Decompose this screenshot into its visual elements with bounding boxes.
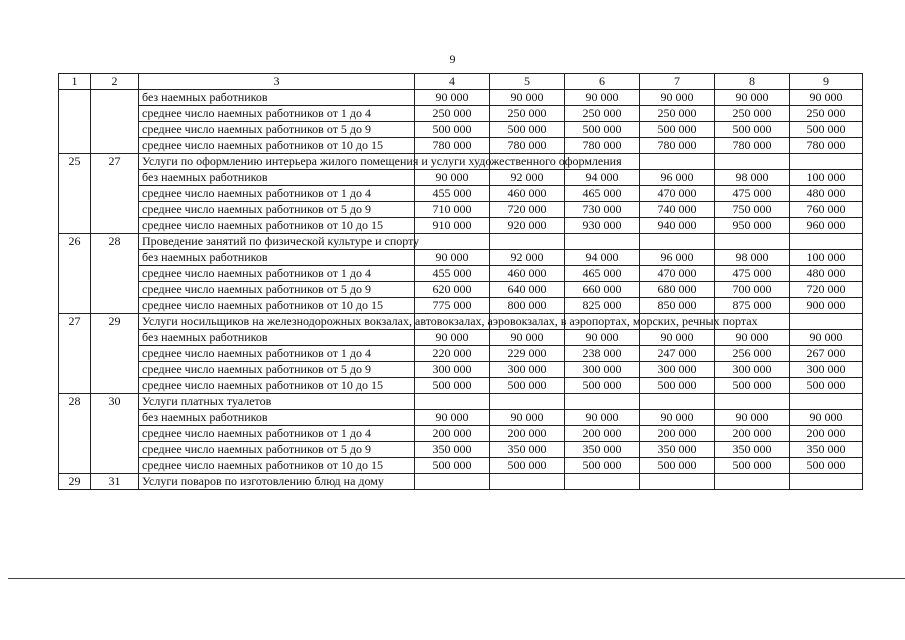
tariff-value: 480 000 bbox=[790, 266, 863, 282]
column-header: 7 bbox=[640, 74, 715, 90]
empty-cell bbox=[715, 474, 790, 490]
activity-title-row bbox=[59, 154, 863, 170]
tariff-value: 350 000 bbox=[715, 442, 790, 458]
row-number: 25 bbox=[59, 154, 91, 234]
tariff-value: 460 000 bbox=[490, 186, 565, 202]
row-number: 29 bbox=[59, 474, 91, 490]
table-row bbox=[59, 282, 863, 298]
tariff-value: 94 000 bbox=[565, 250, 640, 266]
tariff-value: 300 000 bbox=[715, 362, 790, 378]
tariff-value: 850 000 bbox=[640, 298, 715, 314]
tariff-value: 475 000 bbox=[715, 266, 790, 282]
table-row bbox=[59, 250, 863, 266]
empty-cell bbox=[790, 474, 863, 490]
empty-cell bbox=[715, 394, 790, 410]
tariff-value: 500 000 bbox=[790, 122, 863, 138]
table-row bbox=[59, 202, 863, 218]
tariff-value: 500 000 bbox=[715, 378, 790, 394]
tariff-value: 90 000 bbox=[565, 410, 640, 426]
tariff-value: 250 000 bbox=[415, 106, 490, 122]
table-row bbox=[59, 442, 863, 458]
tariff-value: 200 000 bbox=[790, 426, 863, 442]
tariff-value: 500 000 bbox=[640, 458, 715, 474]
empty-cell bbox=[415, 394, 490, 410]
column-header: 5 bbox=[490, 74, 565, 90]
staff-category-label: среднее число наемных работников от 5 до 9 bbox=[139, 362, 415, 378]
staff-category-label: среднее число наемных работников от 1 до 4 bbox=[139, 426, 415, 442]
activity-code: 28 bbox=[91, 234, 139, 314]
tariff-value: 950 000 bbox=[715, 218, 790, 234]
column-header: 2 bbox=[91, 74, 139, 90]
tariff-value: 465 000 bbox=[565, 266, 640, 282]
column-header: 6 bbox=[565, 74, 640, 90]
tariff-value: 90 000 bbox=[415, 90, 490, 106]
tariff-value: 250 000 bbox=[490, 106, 565, 122]
tariff-value: 96 000 bbox=[640, 170, 715, 186]
tariff-value: 238 000 bbox=[565, 346, 640, 362]
activity-code: 29 bbox=[91, 314, 139, 394]
staff-category-label: среднее число наемных работников от 1 до 4 bbox=[139, 266, 415, 282]
empty-cell bbox=[490, 474, 565, 490]
activity-code bbox=[91, 90, 139, 154]
tariff-value: 875 000 bbox=[715, 298, 790, 314]
table-row bbox=[59, 170, 863, 186]
column-header: 8 bbox=[715, 74, 790, 90]
table-row bbox=[59, 378, 863, 394]
staff-category-label: без наемных работников bbox=[139, 90, 415, 106]
tariff-value: 98 000 bbox=[715, 250, 790, 266]
tariff-value: 220 000 bbox=[415, 346, 490, 362]
tariff-value: 100 000 bbox=[790, 250, 863, 266]
tariff-value: 500 000 bbox=[565, 458, 640, 474]
tariff-value: 620 000 bbox=[415, 282, 490, 298]
tariff-value: 90 000 bbox=[415, 250, 490, 266]
tariff-value: 470 000 bbox=[640, 266, 715, 282]
tariff-value: 710 000 bbox=[415, 202, 490, 218]
tariff-value: 350 000 bbox=[490, 442, 565, 458]
row-number: 27 bbox=[59, 314, 91, 394]
staff-category-label: среднее число наемных работников от 5 до 9 bbox=[139, 122, 415, 138]
tariff-value: 500 000 bbox=[790, 458, 863, 474]
tariff-value: 300 000 bbox=[565, 362, 640, 378]
tariff-table bbox=[58, 73, 863, 490]
staff-category-label: среднее число наемных работников от 1 до 4 bbox=[139, 346, 415, 362]
tariff-value: 300 000 bbox=[790, 362, 863, 378]
tariff-value: 350 000 bbox=[565, 442, 640, 458]
tariff-value: 760 000 bbox=[790, 202, 863, 218]
tariff-value: 500 000 bbox=[415, 458, 490, 474]
tariff-value: 500 000 bbox=[490, 122, 565, 138]
tariff-value: 256 000 bbox=[715, 346, 790, 362]
tariff-value: 825 000 bbox=[565, 298, 640, 314]
staff-category-label: среднее число наемных работников от 1 до 4 bbox=[139, 186, 415, 202]
tariff-value: 90 000 bbox=[715, 410, 790, 426]
tariff-value: 90 000 bbox=[790, 90, 863, 106]
tariff-value: 500 000 bbox=[415, 122, 490, 138]
tariff-value: 900 000 bbox=[790, 298, 863, 314]
tariff-value: 800 000 bbox=[490, 298, 565, 314]
tariff-value: 350 000 bbox=[640, 442, 715, 458]
staff-category-label: без наемных работников bbox=[139, 410, 415, 426]
empty-cell bbox=[415, 234, 490, 250]
tariff-value: 90 000 bbox=[490, 90, 565, 106]
tariff-value: 96 000 bbox=[640, 250, 715, 266]
tariff-value: 500 000 bbox=[490, 378, 565, 394]
tariff-value: 640 000 bbox=[490, 282, 565, 298]
tariff-value: 92 000 bbox=[490, 250, 565, 266]
activity-title: Услуги по оформлению интерьера жилого помещения и услуги художественного оформления bbox=[139, 154, 415, 170]
activity-title: Услуги поваров по изготовлению блюд на дому bbox=[139, 474, 415, 490]
empty-cell bbox=[790, 234, 863, 250]
column-header: 9 bbox=[790, 74, 863, 90]
staff-category-label: среднее число наемных работников от 5 до 9 bbox=[139, 442, 415, 458]
tariff-value: 460 000 bbox=[490, 266, 565, 282]
tariff-value: 90 000 bbox=[415, 330, 490, 346]
tariff-value: 200 000 bbox=[715, 426, 790, 442]
table-row bbox=[59, 138, 863, 154]
tariff-value: 930 000 bbox=[565, 218, 640, 234]
tariff-value: 90 000 bbox=[640, 330, 715, 346]
table-row bbox=[59, 106, 863, 122]
tariff-value: 465 000 bbox=[565, 186, 640, 202]
staff-category-label: без наемных работников bbox=[139, 330, 415, 346]
empty-cell bbox=[790, 154, 863, 170]
tariff-value: 775 000 bbox=[415, 298, 490, 314]
activity-title: Услуги носильщиков на железнодорожных вокзалах, автовокзалах, аэровокзалах, в аэропортах, морских, речных портах bbox=[139, 314, 415, 330]
empty-cell bbox=[715, 154, 790, 170]
table-row bbox=[59, 298, 863, 314]
tariff-value: 940 000 bbox=[640, 218, 715, 234]
tariff-value: 920 000 bbox=[490, 218, 565, 234]
activity-title: Проведение занятий по физической культуре и спорту bbox=[139, 234, 415, 250]
tariff-value: 90 000 bbox=[640, 90, 715, 106]
row-number: 26 bbox=[59, 234, 91, 314]
table-row bbox=[59, 266, 863, 282]
table-row bbox=[59, 362, 863, 378]
tariff-value: 730 000 bbox=[565, 202, 640, 218]
tariff-value: 90 000 bbox=[565, 330, 640, 346]
tariff-value: 780 000 bbox=[565, 138, 640, 154]
empty-cell bbox=[715, 234, 790, 250]
tariff-value: 720 000 bbox=[490, 202, 565, 218]
table-row bbox=[59, 458, 863, 474]
staff-category-label: среднее число наемных работников от 5 до 9 bbox=[139, 202, 415, 218]
tariff-value: 98 000 bbox=[715, 170, 790, 186]
tariff-value: 680 000 bbox=[640, 282, 715, 298]
column-header: 4 bbox=[415, 74, 490, 90]
tariff-value: 250 000 bbox=[640, 106, 715, 122]
empty-cell bbox=[415, 474, 490, 490]
tariff-value: 90 000 bbox=[490, 410, 565, 426]
activity-code: 27 bbox=[91, 154, 139, 234]
table-row bbox=[59, 426, 863, 442]
tariff-value: 267 000 bbox=[790, 346, 863, 362]
tariff-value: 480 000 bbox=[790, 186, 863, 202]
tariff-value: 700 000 bbox=[715, 282, 790, 298]
tariff-value: 500 000 bbox=[640, 378, 715, 394]
tariff-value: 500 000 bbox=[415, 378, 490, 394]
staff-category-label: среднее число наемных работников от 10 до 15 bbox=[139, 218, 415, 234]
activity-code: 31 bbox=[91, 474, 139, 490]
activity-title-row bbox=[59, 474, 863, 490]
empty-cell bbox=[565, 474, 640, 490]
activity-title-row bbox=[59, 234, 863, 250]
tariff-value: 470 000 bbox=[640, 186, 715, 202]
staff-category-label: без наемных работников bbox=[139, 250, 415, 266]
staff-category-label: без наемных работников bbox=[139, 170, 415, 186]
tariff-value: 92 000 bbox=[490, 170, 565, 186]
table-row bbox=[59, 346, 863, 362]
tariff-value: 247 000 bbox=[640, 346, 715, 362]
tariff-value: 90 000 bbox=[415, 410, 490, 426]
tariff-value: 500 000 bbox=[715, 122, 790, 138]
tariff-value: 229 000 bbox=[490, 346, 565, 362]
tariff-value: 780 000 bbox=[415, 138, 490, 154]
staff-category-label: среднее число наемных работников от 10 до 15 bbox=[139, 298, 415, 314]
empty-cell bbox=[565, 394, 640, 410]
tariff-value: 910 000 bbox=[415, 218, 490, 234]
tariff-value: 350 000 bbox=[415, 442, 490, 458]
tariff-value: 200 000 bbox=[415, 426, 490, 442]
tariff-value: 500 000 bbox=[790, 378, 863, 394]
tariff-value: 300 000 bbox=[640, 362, 715, 378]
tariff-value: 100 000 bbox=[790, 170, 863, 186]
staff-category-label: среднее число наемных работников от 10 до 15 bbox=[139, 138, 415, 154]
empty-cell bbox=[790, 314, 863, 330]
empty-cell bbox=[640, 394, 715, 410]
table-row bbox=[59, 122, 863, 138]
tariff-value: 250 000 bbox=[565, 106, 640, 122]
empty-cell bbox=[640, 154, 715, 170]
tariff-value: 720 000 bbox=[790, 282, 863, 298]
tariff-value: 780 000 bbox=[490, 138, 565, 154]
activity-title-row bbox=[59, 314, 863, 330]
row-number bbox=[59, 90, 91, 154]
tariff-value: 960 000 bbox=[790, 218, 863, 234]
tariff-value: 780 000 bbox=[715, 138, 790, 154]
tariff-value: 90 000 bbox=[415, 170, 490, 186]
tariff-value: 90 000 bbox=[490, 330, 565, 346]
tariff-value: 90 000 bbox=[565, 90, 640, 106]
table-row bbox=[59, 90, 863, 106]
table-row bbox=[59, 186, 863, 202]
empty-cell bbox=[565, 234, 640, 250]
tariff-value: 740 000 bbox=[640, 202, 715, 218]
staff-category-label: среднее число наемных работников от 10 до 15 bbox=[139, 378, 415, 394]
tariff-value: 455 000 bbox=[415, 186, 490, 202]
tariff-value: 500 000 bbox=[565, 122, 640, 138]
tariff-value: 660 000 bbox=[565, 282, 640, 298]
empty-cell bbox=[790, 394, 863, 410]
tariff-value: 250 000 bbox=[715, 106, 790, 122]
empty-cell bbox=[490, 234, 565, 250]
empty-cell bbox=[640, 474, 715, 490]
tariff-value: 780 000 bbox=[790, 138, 863, 154]
tariff-value: 750 000 bbox=[715, 202, 790, 218]
tariff-value: 90 000 bbox=[790, 330, 863, 346]
table-row bbox=[59, 218, 863, 234]
tariff-value: 90 000 bbox=[640, 410, 715, 426]
column-header: 1 bbox=[59, 74, 91, 90]
table-row bbox=[59, 410, 863, 426]
page-number: 9 bbox=[449, 52, 456, 66]
scan-edge-line bbox=[8, 578, 905, 579]
staff-category-label: среднее число наемных работников от 5 до 9 bbox=[139, 282, 415, 298]
tariff-value: 350 000 bbox=[790, 442, 863, 458]
tariff-value: 250 000 bbox=[790, 106, 863, 122]
tariff-value: 90 000 bbox=[790, 410, 863, 426]
staff-category-label: среднее число наемных работников от 1 до 4 bbox=[139, 106, 415, 122]
tariff-value: 780 000 bbox=[640, 138, 715, 154]
tariff-value: 455 000 bbox=[415, 266, 490, 282]
activity-code: 30 bbox=[91, 394, 139, 474]
tariff-value: 200 000 bbox=[565, 426, 640, 442]
table-header-row bbox=[59, 74, 863, 90]
staff-category-label: среднее число наемных работников от 10 до 15 bbox=[139, 458, 415, 474]
activity-title-row bbox=[59, 394, 863, 410]
tariff-value: 300 000 bbox=[490, 362, 565, 378]
tariff-value: 300 000 bbox=[415, 362, 490, 378]
tariff-value: 500 000 bbox=[715, 458, 790, 474]
tariff-value: 500 000 bbox=[565, 378, 640, 394]
tariff-value: 90 000 bbox=[715, 90, 790, 106]
table-row bbox=[59, 330, 863, 346]
column-header: 3 bbox=[139, 74, 415, 90]
empty-cell bbox=[490, 394, 565, 410]
tariff-value: 500 000 bbox=[490, 458, 565, 474]
tariff-value: 475 000 bbox=[715, 186, 790, 202]
row-number: 28 bbox=[59, 394, 91, 474]
tariff-value: 94 000 bbox=[565, 170, 640, 186]
activity-title: Услуги платных туалетов bbox=[139, 394, 415, 410]
empty-cell bbox=[640, 234, 715, 250]
tariff-value: 90 000 bbox=[715, 330, 790, 346]
tariff-value: 200 000 bbox=[640, 426, 715, 442]
tariff-value: 500 000 bbox=[640, 122, 715, 138]
tariff-value: 200 000 bbox=[490, 426, 565, 442]
